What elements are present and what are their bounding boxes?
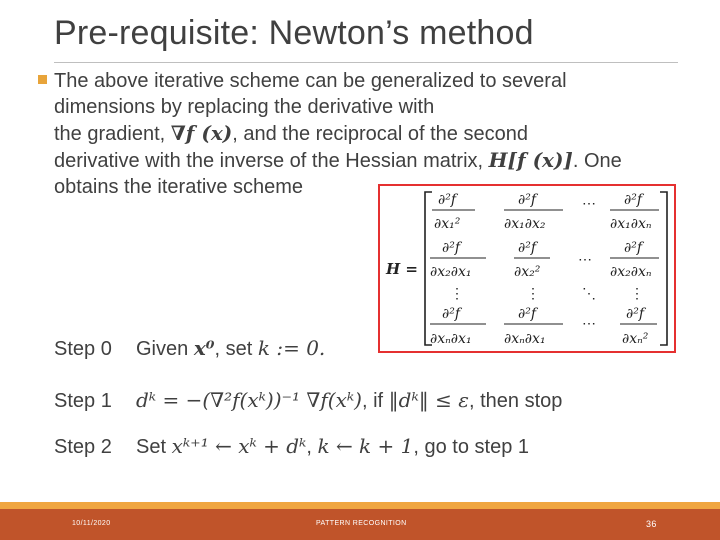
footer-accent-bar xyxy=(0,502,720,509)
title-divider xyxy=(54,62,678,63)
step-2 xyxy=(54,434,529,459)
cell-n-1-numerator: ∂²f xyxy=(442,306,461,322)
footer-date: 10/11/2020 xyxy=(72,520,111,527)
hessian-lhs: H = xyxy=(386,260,418,278)
cell-2-2-numerator: ∂²f xyxy=(518,240,537,256)
cell-n-1-denominator: ∂xₙ∂x₁ xyxy=(430,331,472,347)
step-2-label: Step 2 xyxy=(54,436,112,458)
line3-text: the gradient, xyxy=(54,123,171,145)
right-bracket xyxy=(660,192,667,345)
hessian-matrix-box xyxy=(378,184,676,353)
paragraph-line-4 xyxy=(54,147,684,174)
step-1-text-post: , then stop xyxy=(468,390,563,412)
cell-2-2-denominator: ∂x₂² xyxy=(514,264,541,280)
footer-title: PATTERN RECOGNITION xyxy=(316,520,407,527)
step-1-stop-condition: ‖dᵏ‖ ≤ ε xyxy=(388,388,469,412)
cell-n-n-numerator: ∂²f xyxy=(626,306,645,322)
cell-1-1-denominator: ∂x₁² xyxy=(434,216,461,232)
step-0-text-mid: , set xyxy=(214,338,258,360)
cell-2-n-numerator: ∂²f xyxy=(624,240,643,256)
line3-text-post: , and the reciprocal of the second xyxy=(232,123,528,145)
cell-1-2-denominator: ∂x₁∂x₂ xyxy=(504,216,546,232)
step-2-update: xᵏ⁺¹ ← xᵏ + dᵏ xyxy=(171,434,307,458)
cell-n-2-denominator: ∂xₙ∂x₁ xyxy=(504,331,546,347)
step-0-initial-point: x⁰ xyxy=(193,336,215,360)
row-2-hdots: ⋯ xyxy=(578,252,592,268)
footer-page-number: 36 xyxy=(646,519,657,529)
gradient-expression: ∇f (x) xyxy=(170,121,233,145)
slide-title: Pre-requisite: Newton’s method xyxy=(54,14,534,52)
paragraph-line-2: dimensions by replacing the derivative with xyxy=(54,96,435,118)
step-2-text: Set xyxy=(136,436,172,458)
paragraph-line-3 xyxy=(54,120,684,147)
body-paragraph xyxy=(54,68,684,200)
diagonal-ddots: ⋱ xyxy=(582,286,596,302)
cell-n-n-denominator: ∂xₙ² xyxy=(622,331,649,347)
bullet-square-icon xyxy=(38,75,47,84)
step-0-assignment: k := 0. xyxy=(257,336,326,360)
step-2-text-mid: , xyxy=(306,436,318,458)
cell-1-n-numerator: ∂²f xyxy=(624,192,643,208)
hessian-matrix-figure xyxy=(380,186,674,351)
footer-bar xyxy=(0,509,720,540)
cell-2-n-denominator: ∂x₂∂xₙ xyxy=(610,264,652,280)
row-n-hdots: ⋯ xyxy=(582,316,596,332)
col-n-vdots: ⋮ xyxy=(630,286,644,302)
step-0-label: Step 0 xyxy=(54,338,112,360)
line4-text: derivative with the inverse of the Hessian matrix, xyxy=(54,150,489,172)
paragraph-line-1: The above iterative scheme can be generalized to several xyxy=(54,70,567,92)
cell-2-1-denominator: ∂x₂∂x₁ xyxy=(430,264,472,280)
step-2-increment: k ← k + 1 xyxy=(317,434,414,458)
col-2-vdots: ⋮ xyxy=(526,286,540,302)
step-0 xyxy=(54,336,325,361)
hessian-expression: H[f (x)] xyxy=(488,148,573,172)
step-0-text: Given xyxy=(136,338,194,360)
paragraph-line-5: obtains the iterative scheme xyxy=(54,176,304,198)
step-1 xyxy=(54,388,562,413)
row-1-hdots: ⋯ xyxy=(582,196,596,212)
cell-n-2-numerator: ∂²f xyxy=(518,306,537,322)
step-1-label: Step 1 xyxy=(54,390,112,412)
cell-1-2-numerator: ∂²f xyxy=(518,192,537,208)
col-1-vdots: ⋮ xyxy=(450,286,464,302)
step-1-newton-direction: dᵏ = −(∇²f(xᵏ))⁻¹ ∇f(xᵏ) xyxy=(136,388,362,412)
step-1-text-mid: , if xyxy=(361,390,389,412)
cell-1-n-denominator: ∂x₁∂xₙ xyxy=(610,216,652,232)
line4-text-post: . One xyxy=(572,150,622,172)
step-2-text-post: , go to step 1 xyxy=(413,436,530,458)
cell-2-1-numerator: ∂²f xyxy=(442,240,461,256)
cell-1-1-numerator: ∂²f xyxy=(438,192,457,208)
